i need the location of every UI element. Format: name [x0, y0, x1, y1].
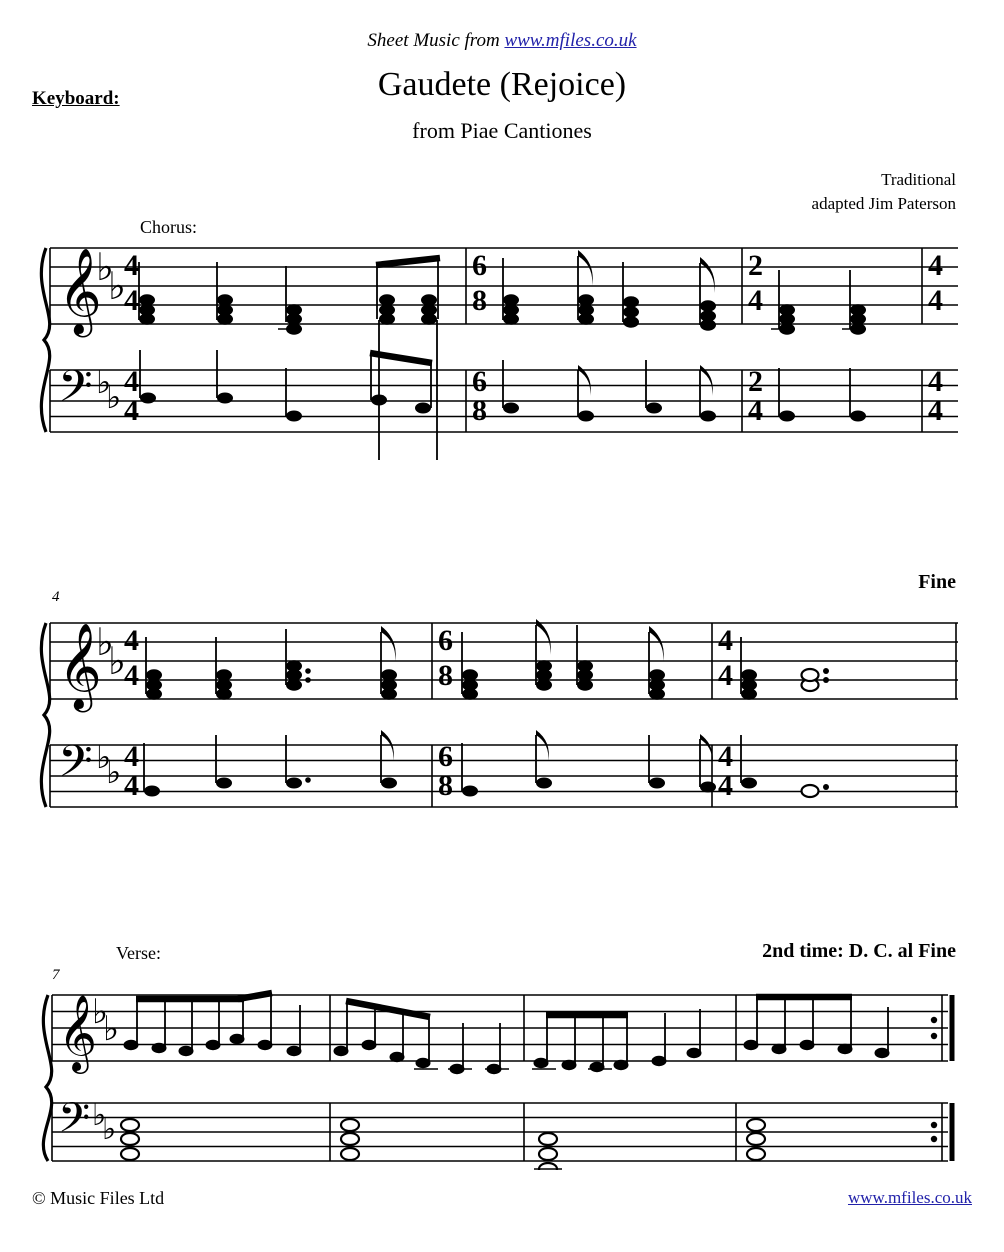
svg-text:4: 4: [124, 659, 139, 692]
svg-text:8: 8: [472, 284, 487, 317]
repeat-barline: [931, 995, 952, 1161]
source-link[interactable]: www.mfiles.co.uk: [504, 30, 637, 51]
bass-notes-m10: [747, 1119, 765, 1160]
chorus-label: Chorus:: [140, 217, 198, 237]
treble-notes-m3: [771, 270, 866, 335]
flat-sign: ♭: [92, 992, 109, 1032]
bass-stafflines-3: [52, 1103, 948, 1161]
flat-sign: ♭: [96, 738, 112, 776]
svg-text:4: 4: [124, 740, 139, 773]
system-1-staves: [0, 230, 1004, 460]
bass-notes-m8: [341, 1119, 359, 1160]
svg-text:8: 8: [438, 769, 453, 802]
svg-text:2: 2: [748, 365, 763, 398]
svg-text:6: 6: [438, 624, 453, 657]
credit-arranger: adapted Jim Paterson: [811, 194, 956, 213]
svg-text:2: 2: [748, 249, 763, 282]
flat-sign: ♭: [106, 753, 122, 791]
flat-sign: ♭: [96, 620, 114, 664]
treble-notes-m4: [146, 626, 397, 700]
flat-sign: ♭: [92, 1098, 107, 1133]
svg-text:4: 4: [748, 394, 763, 427]
svg-text:4: 4: [718, 740, 733, 773]
svg-text:4: 4: [124, 624, 139, 657]
time-signature-top: 4: [124, 365, 139, 398]
svg-text:4: 4: [928, 249, 943, 282]
time-signature-bottom: 4: [124, 284, 139, 317]
svg-text:6: 6: [472, 365, 487, 398]
treble-stafflines-2: [50, 623, 958, 699]
treble-notes-m9: [532, 1009, 702, 1072]
system-brace: [41, 248, 49, 432]
svg-text:6: 6: [438, 740, 453, 773]
svg-text:4: 4: [748, 284, 763, 317]
time-signature-top: 4: [124, 249, 139, 282]
time-signature-bottom: 4: [124, 394, 139, 427]
music-system-2: [0, 571, 1004, 815]
treble-notes-m7: [124, 993, 302, 1056]
page-subtitle: from Piae Cantiones: [412, 118, 592, 143]
bass-stafflines-2: [50, 745, 958, 807]
treble-clef: 𝄞: [58, 994, 98, 1071]
treble-clef: 𝄞: [58, 248, 102, 334]
svg-text:4: 4: [928, 365, 943, 398]
svg-text:4: 4: [928, 284, 943, 317]
svg-text:4: 4: [718, 624, 733, 657]
bass-notes-m9: [534, 1133, 562, 1170]
bass-clef: 𝄢: [58, 735, 93, 798]
flat-sign: ♭: [102, 1112, 117, 1147]
measure-number-4: 4: [52, 589, 60, 605]
flat-sign: ♭: [108, 264, 126, 308]
source-line: [0, 30, 1004, 52]
bass-notes-m7: [121, 1119, 139, 1160]
flat-sign: ♭: [108, 639, 126, 683]
svg-text:4: 4: [718, 659, 733, 692]
keyboard-label: Keyboard:: [32, 88, 120, 109]
svg-text:4: 4: [124, 769, 139, 802]
treble-notes-m2: [503, 250, 716, 331]
footer-website-link[interactable]: www.mfiles.co.uk: [847, 1188, 972, 1207]
treble-notes-m1: [139, 262, 437, 460]
flat-sign: ♭: [96, 363, 112, 401]
svg-text:8: 8: [472, 394, 487, 427]
flat-sign: ♭: [96, 245, 114, 289]
bass-stafflines-1: [50, 370, 958, 432]
measure-number-7: 7: [52, 967, 60, 983]
credit-traditional: Traditional: [881, 170, 956, 189]
treble-clef: 𝄞: [58, 623, 102, 709]
system-brace: [43, 995, 51, 1161]
page-title: Gaudete (Rejoice): [377, 66, 627, 103]
dc-al-fine-marking: 2nd time: D. C. al Fine: [762, 940, 956, 962]
svg-text:6: 6: [472, 249, 487, 282]
system-brace: [41, 623, 49, 807]
bass-notes-m2: [503, 360, 716, 422]
copyright-text: © Music Files Ltd: [32, 1188, 165, 1208]
svg-text:8: 8: [438, 659, 453, 692]
music-system-1: [0, 217, 1004, 460]
bass-notes-m6: [741, 735, 829, 797]
system-3-staves: [0, 935, 1004, 1170]
music-system-3: [0, 935, 1004, 1170]
flat-sign: ♭: [103, 1009, 120, 1049]
bass-clef: 𝄢: [58, 360, 93, 423]
system-2-staves: [0, 575, 1004, 815]
source-prefix: Sheet Music from: [367, 30, 505, 51]
treble-notes-m5: [462, 619, 665, 700]
flat-sign: ♭: [106, 378, 122, 416]
bass-clef: 𝄢: [58, 1094, 91, 1152]
svg-text:4: 4: [928, 394, 943, 427]
svg-text:4: 4: [718, 769, 733, 802]
bass-notes-m4: [144, 730, 397, 797]
bass-notes-m5: [462, 730, 716, 797]
verse-label: Verse:: [116, 943, 161, 963]
treble-notes-m6: [741, 637, 829, 700]
fine-marking: Fine: [918, 571, 956, 593]
bass-notes-m3: [779, 368, 866, 422]
